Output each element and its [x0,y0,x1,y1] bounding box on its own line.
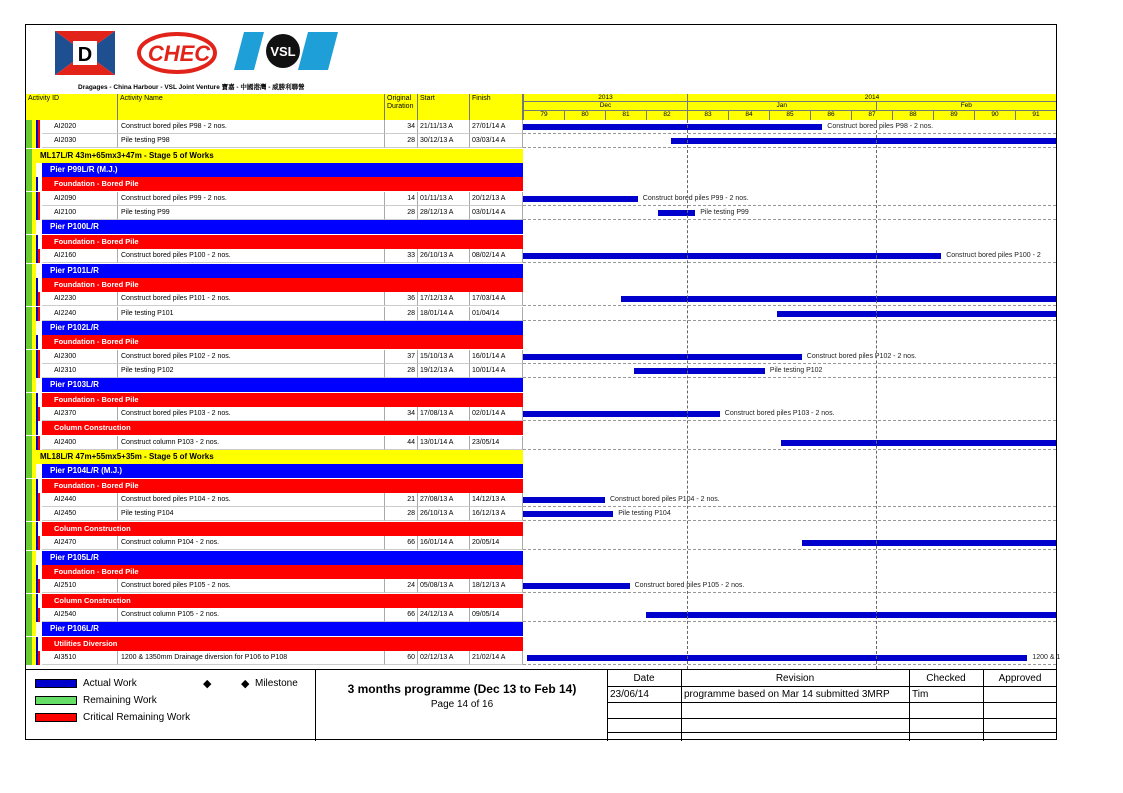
col-finish: Finish [470,94,523,120]
activity-name: Construct bored piles P101 - 2 nos. [118,292,385,306]
activity-id: AI2300 [42,350,118,364]
activity-finish: 17/03/14 A [470,292,523,306]
wbs-pier-band [26,321,1056,335]
activity-start: 17/08/13 A [418,407,470,421]
wbs-label: Foundation - Bored Pile [42,393,523,407]
wbs-label: Foundation - Bored Pile [42,177,523,191]
week-label: 87 [851,111,892,120]
activity-bar [658,210,695,216]
wbs-work-band [26,177,1056,191]
activity-start: 27/08/13 A [418,493,470,507]
wbs-label: Pier P104L/R (M.J.) [42,464,523,478]
table-row [26,350,1056,364]
activity-duration: 66 [385,536,418,550]
activity-name: Pile testing P102 [118,364,385,378]
activity-duration: 14 [385,192,418,206]
activity-start: 01/11/13 A [418,192,470,206]
wbs-work-band [26,393,1056,407]
activity-name: Construct bored piles P105 - 2 nos. [118,579,385,593]
activity-bar [671,138,1056,144]
legend-critical-swatch [35,713,77,722]
activity-duration: 60 [385,651,418,665]
activity-bar [523,196,638,202]
timescale-header [523,94,1056,120]
wbs-work-band [26,594,1056,608]
activity-duration: 28 [385,134,418,148]
week-label: 85 [769,111,810,120]
bar-label: Construct bored piles P105 - 2 nos. [634,582,745,590]
week-label: 90 [974,111,1015,120]
rev-header-date: Date [633,673,655,684]
table-row [26,120,1056,134]
svg-text:D: D [77,44,93,66]
activity-duration: 21 [385,493,418,507]
wbs-label: Pier P105L/R [42,551,523,565]
wbs-label: Utilities Diversion [42,637,523,651]
bar-label: Construct bored piles P104 - 2 nos. [610,496,720,504]
table-row [26,536,1056,550]
table-row [26,436,1056,450]
activity-name: Construct column P105 - 2 nos. [118,608,385,622]
wbs-pier-band [26,464,1056,478]
activity-start: 05/08/13 A [418,579,470,593]
week-label: 89 [933,111,974,120]
activity-name: Construct bored piles P99 - 2 nos. [118,192,385,206]
activity-finish: 16/12/13 A [470,507,523,521]
activity-bar [634,368,765,374]
revision-table [607,670,1057,741]
activity-finish: 03/03/14 A [470,134,523,148]
svg-text:CHEC: CHEC [147,41,211,66]
table-row [26,192,1056,206]
activity-id: AI2160 [42,249,118,263]
footer [25,669,1057,741]
activity-id: AI2100 [42,206,118,220]
wbs-section-band [26,450,1056,464]
week-label: 84 [728,111,769,120]
chec-logo [137,31,217,75]
bar-label: Construct bored piles P98 - 2 nos. [827,123,934,130]
legend-critical-label: Critical Remaining Work [83,712,191,723]
activity-id: AI2510 [42,579,118,593]
activity-id: AI2090 [42,192,118,206]
week-label: 88 [892,111,933,120]
activity-finish: 09/05/14 [470,608,523,622]
activity-bar [523,124,822,130]
wbs-work-band [26,479,1056,493]
activity-name: Construct bored piles P98 - 2 nos. [118,120,385,134]
table-row [26,134,1056,148]
table-row [26,292,1056,306]
activity-bar [781,440,1056,446]
table-row [26,493,1056,507]
activity-bar [523,253,941,259]
bar-label: Construct bored piles P100 - 2 [946,252,1041,260]
activity-name: Construct bored piles P102 - 2 nos. [118,350,385,364]
table-row [26,407,1056,421]
activity-name: Construct column P103 - 2 nos. [118,436,385,450]
wbs-label: ML17L/R 43m+65mx3+47m - Stage 5 of Works [32,149,523,163]
activity-name: Pile testing P98 [118,134,385,148]
activity-id: AI2020 [42,120,118,134]
month-label: Feb [876,102,1056,111]
activity-id: AI2230 [42,292,118,306]
activity-start: 18/01/14 A [418,307,470,321]
page-number: Page 14 of 16 [430,699,494,710]
activity-id: AI2440 [42,493,118,507]
year-label: 2013 [523,94,687,102]
bar-label: Pile testing P99 [700,209,749,217]
activity-start: 26/10/13 A [418,249,470,263]
activity-id: AI2400 [42,436,118,450]
table-row [26,651,1061,665]
legend-actual-label: Actual Work [83,678,137,689]
activity-start: 28/12/13 A [418,206,470,220]
col-activity-id: Activity ID [26,94,118,120]
activity-duration: 34 [385,120,418,134]
table-row [26,307,1056,321]
wbs-label: Pier P102L/R [42,321,523,335]
activity-start: 02/12/13 A [418,651,470,665]
activity-name: Construct column P104 - 2 nos. [118,536,385,550]
week-label: 91 [1015,111,1056,120]
month-gridline [687,120,688,669]
week-label: 80 [564,111,605,120]
activity-id: AI2450 [42,507,118,521]
activity-start: 15/10/13 A [418,350,470,364]
col-activity-name: Activity Name [118,94,385,120]
col-start: Start [418,94,470,120]
activity-id: AI2240 [42,307,118,321]
activity-start: 26/10/13 A [418,507,470,521]
activity-name: Construct bored piles P100 - 2 nos. [118,249,385,263]
activity-duration: 28 [385,307,418,321]
milestone-diamond-icon: ◆ [241,678,250,690]
month-label: Dec [523,102,687,111]
milestone-diamond-icon: ◆ [203,678,212,690]
wbs-work-band [26,565,1056,579]
table-row [26,579,1056,593]
wbs-pier-band [26,622,1056,636]
wbs-label: Foundation - Bored Pile [42,335,523,349]
week-label: 83 [687,111,728,120]
activity-id: AI2540 [42,608,118,622]
activity-name: Pile testing P104 [118,507,385,521]
wbs-label: Foundation - Bored Pile [42,479,523,493]
wbs-label: Pier P99L/R (M.J.) [42,163,523,177]
activity-bar [523,497,605,503]
activity-duration: 28 [385,206,418,220]
activity-name: Pile testing P99 [118,206,385,220]
wbs-section-band [26,149,1056,163]
rev-description: programme based on Mar 14 submitted 3MRP [684,689,890,700]
legend-milestone-label: Milestone [255,678,298,689]
wbs-label: Column Construction [42,522,523,536]
week-label: 82 [646,111,687,120]
activity-bar [646,612,1056,618]
activity-bar [523,354,802,360]
table-row [26,206,1056,220]
week-label: 81 [605,111,646,120]
activity-duration: 28 [385,507,418,521]
month-label: Jan [687,102,876,111]
activity-finish: 02/01/14 A [470,407,523,421]
table-row [26,364,1056,378]
activity-duration: 28 [385,364,418,378]
activity-name: Construct bored piles P103 - 2 nos. [118,407,385,421]
rev-header-checked: Checked [926,673,966,684]
wbs-work-band [26,235,1056,249]
activity-id: AI2030 [42,134,118,148]
footer-divider [315,670,316,741]
week-label: 86 [810,111,851,120]
activity-bar [777,311,1056,317]
wbs-pier-band [26,220,1056,234]
wbs-work-band [26,522,1056,536]
legend-actual-swatch [35,679,77,688]
activity-duration: 44 [385,436,418,450]
wbs-pier-band [26,163,1056,177]
wbs-pier-band [26,551,1056,565]
bar-label: Construct bored piles P103 - 2 nos. [724,410,835,417]
wbs-work-band [26,637,1056,651]
bar-label: Construct bored piles P99 - 2 nos. [642,194,749,202]
programme-title: 3 months programme (Dec 13 to Feb 14) [347,682,577,696]
activity-duration: 37 [385,350,418,364]
activity-start: 24/12/13 A [418,608,470,622]
bar-label: Pile testing P102 [769,366,823,374]
activity-id: AI2370 [42,407,118,421]
wbs-work-band [26,335,1056,349]
activity-finish: 20/12/13 A [470,192,523,206]
activity-bar [523,411,720,417]
activity-duration: 24 [385,579,418,593]
legend-remaining-label: Remaining Work [83,695,157,706]
activity-duration: 36 [385,292,418,306]
wbs-label: Foundation - Bored Pile [42,235,523,249]
activity-id: AI2310 [42,364,118,378]
wbs-pier-band [26,264,1056,278]
activity-id: AI2470 [42,536,118,550]
activity-bar [523,583,630,589]
wbs-label: Pier P103L/R [42,378,523,392]
wbs-label: ML18L/R 47m+55mx5+35m - Stage 5 of Works [32,450,523,464]
bar-label: Pile testing P104 [618,510,671,518]
activity-finish: 23/05/14 [470,436,523,450]
wbs-label: Column Construction [42,421,523,435]
activity-name: Construct bored piles P104 - 2 nos. [118,493,385,507]
activity-duration: 34 [385,407,418,421]
activity-name: 1200 & 1350mm Drainage diversion for P106 to P108 [118,651,385,665]
table-header [26,94,1056,120]
bar-label: Construct bored piles P102 - 2 nos. [806,352,917,360]
year-label: 2014 [687,94,1056,102]
activity-finish: 14/12/13 A [470,493,523,507]
rev-header-revision: Revision [775,673,815,684]
activity-finish: 20/05/14 [470,536,523,550]
activity-finish: 27/01/14 A [470,120,523,134]
activity-start: 21/11/13 A [418,120,470,134]
bar-label: 1200 & 1 [1032,653,1061,661]
wbs-label: Pier P106L/R [42,622,523,636]
table-row [26,507,1056,521]
wbs-label: Foundation - Bored Pile [42,278,523,292]
wbs-work-band [26,421,1056,435]
activity-name: Pile testing P101 [118,307,385,321]
wbs-work-band [26,278,1056,292]
activity-finish: 01/04/14 [470,307,523,321]
rev-checked: Tim [912,689,929,700]
wbs-label: Foundation - Bored Pile [42,565,523,579]
week-label: 79 [523,111,564,120]
dragages-logo [55,31,115,75]
activity-bar [527,655,1027,661]
activity-start: 19/12/13 A [418,364,470,378]
joint-venture-caption: Dragages - China Harbour - VSL Joint Venture 寶嘉 - 中國港灣 - 威勝利聯營 [78,84,305,91]
activity-duration: 66 [385,608,418,622]
activity-finish: 10/01/14 A [470,364,523,378]
col-original-duration: Original Duration [385,94,418,120]
activity-finish: 03/01/14 A [470,206,523,220]
wbs-label: Column Construction [42,594,523,608]
rev-header-approved: Approved [998,673,1042,684]
rev-date: 23/06/14 [610,689,649,700]
activity-finish: 16/01/14 A [470,350,523,364]
vsl-logo [234,32,338,70]
activity-start: 16/01/14 A [418,536,470,550]
activity-finish: 21/02/14 A [470,651,523,665]
activity-start: 13/01/14 A [418,436,470,450]
month-gridline [876,120,877,669]
wbs-label: Pier P101L/R [42,264,523,278]
activity-finish: 08/02/14 A [470,249,523,263]
activity-duration: 33 [385,249,418,263]
svg-text:VSL: VSL [270,44,296,59]
wbs-label: Pier P100L/R [42,220,523,234]
activity-finish: 18/12/13 A [470,579,523,593]
activity-bar [802,540,1056,546]
activity-id: AI3510 [42,651,118,665]
legend-remaining-swatch [35,696,77,705]
activity-start: 30/12/13 A [418,134,470,148]
activity-bar [523,511,613,517]
table-row [26,608,1056,622]
table-row [26,249,1056,263]
activity-start: 17/12/13 A [418,292,470,306]
wbs-pier-band [26,378,1056,392]
